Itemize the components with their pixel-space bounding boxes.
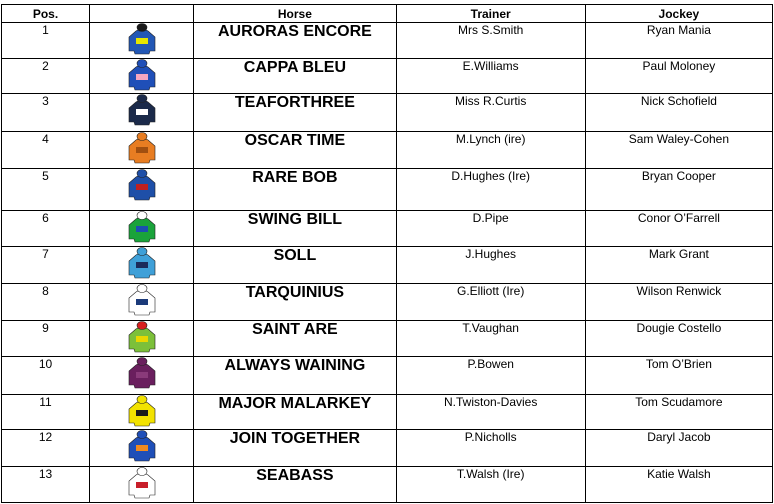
silks-panel	[136, 262, 148, 268]
silks-panel	[136, 299, 148, 305]
silks-panel	[136, 147, 148, 153]
trainer-cell: N.Twiston-Davies	[396, 395, 585, 430]
position-cell: 11	[2, 395, 90, 430]
silks-cap	[137, 396, 147, 404]
jockey-cell: Bryan Cooper	[585, 169, 772, 211]
silks-cell	[90, 357, 194, 395]
table-row	[2, 321, 773, 357]
silks-cell	[90, 94, 194, 132]
position-cell: 1	[2, 23, 90, 59]
silks-cap	[137, 212, 147, 220]
jockey-cell: Daryl Jacob	[585, 430, 772, 467]
jockey-silks-icon	[127, 321, 157, 353]
silks-cap	[137, 170, 147, 178]
position-cell: 3	[2, 94, 90, 132]
horse-name-cell: AURORAS ENCORE	[194, 23, 396, 59]
silks-cap	[137, 431, 147, 439]
table-row	[2, 395, 773, 430]
silks-cap	[137, 358, 147, 366]
table-row	[2, 23, 773, 59]
table-row	[2, 211, 773, 247]
results-body	[2, 23, 773, 503]
table-row	[2, 284, 773, 321]
silks-cap	[137, 60, 147, 68]
silks-cell	[90, 284, 194, 321]
jockey-cell: Tom Scudamore	[585, 395, 772, 430]
silks-cap	[137, 248, 147, 256]
jockey-cell: Conor O’Farrell	[585, 211, 772, 247]
position-cell: 10	[2, 357, 90, 395]
horse-name-cell: TARQUINIUS	[194, 284, 396, 321]
jockey-cell: Paul Moloney	[585, 59, 772, 94]
jockey-silks-icon	[127, 59, 157, 91]
trainer-cell: T.Vaughan	[396, 321, 585, 357]
header-trainer: Trainer	[396, 5, 585, 23]
header-horse: Horse	[194, 5, 396, 23]
results-table	[1, 4, 773, 503]
jockey-silks-icon	[127, 94, 157, 126]
jockey-silks-icon	[127, 169, 157, 201]
horse-name-cell: RARE BOB	[194, 169, 396, 211]
silks-cell	[90, 23, 194, 59]
jockey-silks-icon	[127, 132, 157, 164]
silks-cell	[90, 430, 194, 467]
trainer-cell: Mrs S.Smith	[396, 23, 585, 59]
jockey-cell: Wilson Renwick	[585, 284, 772, 321]
header-silk	[90, 5, 194, 23]
position-cell: 7	[2, 247, 90, 284]
horse-name-cell: SOLL	[194, 247, 396, 284]
silks-cell	[90, 59, 194, 94]
jockey-cell: Tom O’Brien	[585, 357, 772, 395]
silks-cell	[90, 211, 194, 247]
trainer-cell: D.Pipe	[396, 211, 585, 247]
silks-panel	[136, 482, 148, 488]
horse-name-cell: JOIN TOGETHER	[194, 430, 396, 467]
table-row	[2, 357, 773, 395]
trainer-cell: G.Elliott (Ire)	[396, 284, 585, 321]
jockey-silks-icon	[127, 430, 157, 462]
trainer-cell: M.Lynch (ire)	[396, 132, 585, 169]
jockey-silks-icon	[127, 284, 157, 316]
silks-cell	[90, 247, 194, 284]
silks-cell	[90, 132, 194, 169]
header-jockey: Jockey	[585, 5, 772, 23]
silks-panel	[136, 184, 148, 190]
horse-name-cell: SEABASS	[194, 467, 396, 503]
silks-cell	[90, 169, 194, 211]
jockey-silks-icon	[127, 211, 157, 243]
silks-cell	[90, 395, 194, 430]
silks-cell	[90, 321, 194, 357]
position-cell: 8	[2, 284, 90, 321]
silks-panel	[136, 372, 148, 378]
header-pos: Pos.	[2, 5, 90, 23]
horse-name-cell: MAJOR MALARKEY	[194, 395, 396, 430]
silks-cap	[137, 322, 147, 330]
trainer-cell: E.Williams	[396, 59, 585, 94]
position-cell: 5	[2, 169, 90, 211]
trainer-cell: P.Nicholls	[396, 430, 585, 467]
table-row	[2, 59, 773, 94]
silks-cell	[90, 467, 194, 503]
trainer-cell: T.Walsh (Ire)	[396, 467, 585, 503]
silks-cap	[137, 285, 147, 293]
trainer-cell: P.Bowen	[396, 357, 585, 395]
trainer-cell: Miss R.Curtis	[396, 94, 585, 132]
jockey-silks-icon	[127, 247, 157, 279]
table-row	[2, 169, 773, 211]
position-cell: 4	[2, 132, 90, 169]
table-row	[2, 430, 773, 467]
jockey-cell: Nick Schofield	[585, 94, 772, 132]
jockey-cell: Dougie Costello	[585, 321, 772, 357]
jockey-cell: Mark Grant	[585, 247, 772, 284]
silks-cap	[137, 95, 147, 103]
horse-name-cell: CAPPA BLEU	[194, 59, 396, 94]
position-cell: 13	[2, 467, 90, 503]
silks-cap	[137, 24, 147, 32]
table-row	[2, 132, 773, 169]
jockey-silks-icon	[127, 395, 157, 427]
silks-panel	[136, 410, 148, 416]
position-cell: 2	[2, 59, 90, 94]
horse-name-cell: SAINT ARE	[194, 321, 396, 357]
silks-panel	[136, 109, 148, 115]
silks-cap	[137, 468, 147, 476]
trainer-cell: D.Hughes (Ire)	[396, 169, 585, 211]
silks-panel	[136, 74, 148, 80]
table-row	[2, 94, 773, 132]
jockey-cell: Ryan Mania	[585, 23, 772, 59]
jockey-cell: Katie Walsh	[585, 467, 772, 503]
jockey-silks-icon	[127, 467, 157, 499]
position-cell: 6	[2, 211, 90, 247]
jockey-silks-icon	[127, 357, 157, 389]
silks-panel	[136, 38, 148, 44]
horse-name-cell: ALWAYS WAINING	[194, 357, 396, 395]
horse-name-cell: SWING BILL	[194, 211, 396, 247]
horse-name-cell: OSCAR TIME	[194, 132, 396, 169]
table-row	[2, 247, 773, 284]
silks-panel	[136, 336, 148, 342]
position-cell: 9	[2, 321, 90, 357]
jockey-cell: Sam Waley-Cohen	[585, 132, 772, 169]
trainer-cell: J.Hughes	[396, 247, 585, 284]
silks-panel	[136, 445, 148, 451]
position-cell: 12	[2, 430, 90, 467]
silks-panel	[136, 226, 148, 232]
horse-name-cell: TEAFORTHREE	[194, 94, 396, 132]
header-row	[2, 5, 773, 23]
silks-cap	[137, 133, 147, 141]
jockey-silks-icon	[127, 23, 157, 55]
table-row	[2, 467, 773, 503]
